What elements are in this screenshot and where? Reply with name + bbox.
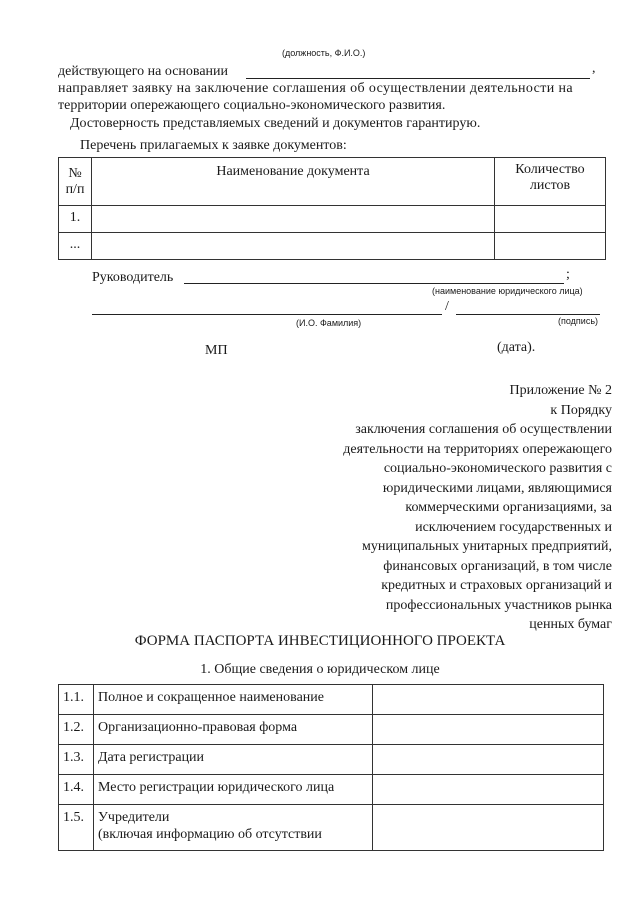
table-row xyxy=(59,775,604,805)
org-field-line[interactable] xyxy=(184,283,564,284)
table-row xyxy=(59,233,606,260)
date-label: (дата). xyxy=(497,340,536,355)
col-qty-line1: Количество xyxy=(515,162,585,177)
head-suffix: ; xyxy=(566,267,570,282)
sign-caption: (подпись) xyxy=(558,316,599,326)
appendix-line: заключения соглашения об осуществлении xyxy=(355,422,612,437)
table-row xyxy=(59,685,604,715)
row-num: 1. xyxy=(59,206,92,233)
appendix-line: деятельности на территориях опережающего xyxy=(343,441,612,457)
appendix-line: исключением государственных и xyxy=(415,519,612,535)
row-num: ... xyxy=(59,233,92,260)
row-label: Полное и сокращенное наименование xyxy=(94,685,373,715)
row-num: 1.2. xyxy=(59,715,94,745)
name-field-line[interactable] xyxy=(92,314,442,315)
row-name-cell[interactable] xyxy=(92,233,495,260)
appendix-line: финансовых организаций, в том числе xyxy=(383,558,612,574)
row-value-cell[interactable] xyxy=(373,685,604,715)
row-label-continued: (включая информацию об отсутствии xyxy=(98,827,322,842)
row-num: 1.5. xyxy=(59,805,94,851)
appendix-line: социально-экономического развития с xyxy=(383,461,612,476)
row-num: 1.4. xyxy=(59,775,94,805)
appendix-line: кредитных и страховых организаций и xyxy=(381,578,612,593)
appendix-line: муниципальных унитарных предприятий, xyxy=(362,539,612,554)
appendix-block xyxy=(343,381,612,635)
row-label-multi xyxy=(94,805,373,851)
appendix-line: к Порядку xyxy=(550,402,612,418)
table-row xyxy=(59,715,604,745)
appendix-line: юридическими лицами, являющимися xyxy=(382,480,612,496)
row-name-cell[interactable] xyxy=(92,206,495,233)
appendix-line: Приложение № 2 xyxy=(509,383,612,398)
row-value-cell[interactable] xyxy=(373,775,604,805)
col-name-header: Наименование документа xyxy=(92,158,495,206)
appendix-line: профессиональных участников рынка xyxy=(385,597,612,613)
col-num-header xyxy=(59,158,92,206)
row-label: Учредители xyxy=(98,810,170,825)
documents-table xyxy=(58,157,606,260)
guarantee-text: Достоверность представляемых сведений и документов гарантирую. xyxy=(70,116,481,131)
general-info-table xyxy=(58,684,604,851)
slash: / xyxy=(445,299,449,314)
row-value-cell[interactable] xyxy=(373,745,604,775)
documents-caption: Перечень прилагаемых к заявке документов: xyxy=(80,138,347,153)
org-caption: (наименование юридического лица) xyxy=(432,286,583,296)
row-label: Дата регистрации xyxy=(94,745,373,775)
table-row xyxy=(59,745,604,775)
row-num: 1.1. xyxy=(59,685,94,715)
col-num-line2: п/п xyxy=(65,182,85,197)
appendix-line: ценных бумаг xyxy=(529,617,612,632)
head-label: Руководитель xyxy=(92,270,174,285)
basis-prefix: действующего на основании xyxy=(58,64,229,79)
table-row xyxy=(59,805,604,851)
row-value-cell[interactable] xyxy=(373,715,604,745)
request-paragraph-line2: территории опережающего социально-экономического развития. xyxy=(58,98,446,113)
col-num-line1: № xyxy=(68,166,82,181)
row-value-cell[interactable] xyxy=(373,805,604,851)
appendix-line: коммерческими организациями, за xyxy=(405,500,612,515)
col-qty-line2: листов xyxy=(529,178,571,193)
position-caption: (должность, Ф.И.О.) xyxy=(282,48,366,58)
stamp-label: МП xyxy=(205,343,228,358)
sign-field-line[interactable] xyxy=(456,314,600,315)
row-label: Место регистрации юридического лица xyxy=(94,775,373,805)
form-title: ФОРМА ПАСПОРТА ИНВЕСТИЦИОННОГО ПРОЕКТА xyxy=(134,633,506,649)
row-qty-cell[interactable] xyxy=(495,206,606,233)
section1-title: 1. Общие сведения о юридическом лице xyxy=(200,662,440,677)
row-qty-cell[interactable] xyxy=(495,233,606,260)
basis-field-line[interactable] xyxy=(246,78,590,79)
basis-suffix: , xyxy=(592,61,596,76)
name-caption: (И.О. Фамилия) xyxy=(296,318,362,328)
col-qty-header xyxy=(495,158,606,206)
row-label: Организационно-правовая форма xyxy=(94,715,373,745)
row-num: 1.3. xyxy=(59,745,94,775)
request-paragraph-line1: направляет заявку на заключение соглашения об осуществлении деятельности на xyxy=(58,81,573,96)
documents-header-row xyxy=(59,158,606,206)
table-row xyxy=(59,206,606,233)
